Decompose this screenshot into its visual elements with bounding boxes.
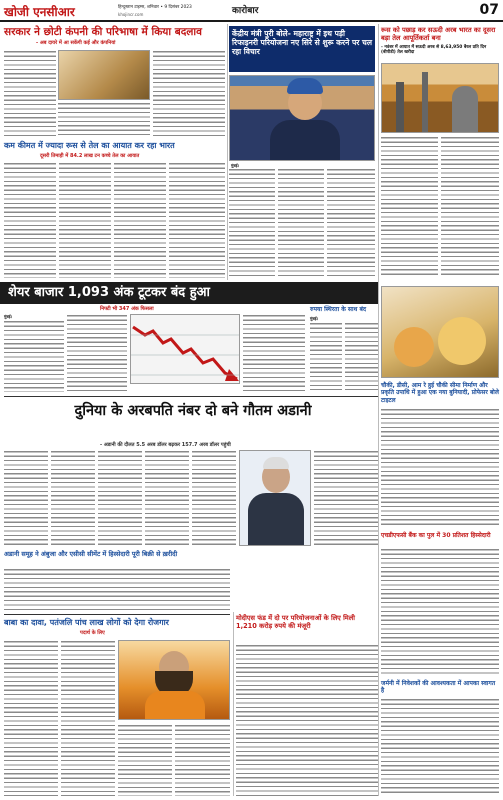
- story-body: [381, 136, 438, 276]
- headline-russia-oil: कम कीमत में ज्यादा रूस से तेल का आयात कर रहा भारत: [4, 141, 175, 150]
- dateline: मुंबई।: [231, 163, 240, 168]
- story-body: [67, 314, 127, 392]
- headline-saudi-oil: रूस को पछाड़ कर सऊदी अरब भारत का दूसरा बड़ा तेल आपूर्तिकर्ता बना: [381, 26, 496, 42]
- headline-puri: केंद्रीय मंत्री पुरी बोले- महाराष्ट्र में इथ पड़ी रिफाइनरी परियोजना नए सिरे से शुरू करने पर चल रहा विचार: [229, 26, 375, 72]
- story-body: [381, 698, 499, 796]
- dateline: मुंबई।: [4, 314, 13, 319]
- subhead-russia-oil: दूसरी तिमाही में 84.2 लाख टन कच्चे तेल का आयात: [40, 153, 140, 159]
- headline-adani: दुनिया के अरबपति नंबर दो बने गौतम अडानी: [74, 403, 312, 419]
- story-body: [59, 162, 111, 278]
- story-body: [58, 102, 150, 138]
- story-body: [278, 168, 324, 276]
- story-body: [118, 724, 172, 796]
- photo-sweets: [381, 286, 499, 378]
- photo-small-company: [58, 50, 150, 100]
- section-title: कारोबार: [232, 6, 259, 16]
- headline-rupee: रुपया स्थिरता के साथ बंद: [310, 306, 367, 313]
- story-body: [4, 640, 58, 796]
- story-body: [4, 162, 56, 278]
- story-body: [169, 162, 225, 278]
- story-body: [236, 644, 378, 796]
- story-body: [243, 314, 305, 392]
- story-body: [4, 320, 64, 392]
- subhead-small-company: - अब दायरे में आ सकेंगी कई और कंपनियां: [36, 40, 116, 46]
- photo-baba-ramdev: [118, 640, 230, 720]
- story-body: [345, 322, 378, 390]
- story-body: [114, 162, 166, 278]
- photo-gautam-adani: [239, 450, 311, 546]
- story-body: [314, 450, 378, 546]
- subhead-adani: - अडानी की दौलत 5.5 अरब डॉलर बढ़कर 157.7 अरब डॉलर पहुंची: [100, 442, 231, 448]
- headline-sensex: शेयर बाजार 1,093 अंक टूटकर बंद हुआ: [0, 282, 378, 304]
- photo-hardeep-puri: [229, 75, 375, 161]
- headline-patanjali: बाबा का दावा, पतंजलि पांच लाख लोगों को देगा रोजगार: [4, 618, 169, 627]
- headline-ambuja-acc: अडानी समूह ने अंबुजा और एसीसी सीमेंट में हिस्सेदारी पूरी बिक्री से ख़रीदी: [4, 550, 178, 558]
- photo-oil-refinery: [381, 63, 499, 133]
- subhead-saudi-oil: - नवंबर में आयात में सऊदी अरब से 8,63,950 बैरल प्रति दिन (बीपीडी) तेल खरीदा: [381, 45, 487, 56]
- story-body: [441, 136, 499, 276]
- brand-logo: खोजी एनसीआर: [4, 5, 75, 19]
- story-body: [310, 322, 342, 390]
- headline-fund: मोदीएस फंड में दो पर परियोजनाओं के लिए मिली 1,210 करोड़ रुपये की मंजूरी: [236, 614, 355, 631]
- page-number: 07: [479, 2, 499, 18]
- story-body: [61, 640, 115, 796]
- story-body: [327, 168, 375, 276]
- story-body: [4, 50, 56, 138]
- story-body: [381, 548, 499, 676]
- headline-germany: जर्मनी में निवेशकों की आवश्यकता में आपका स्वागत है: [381, 680, 496, 695]
- story-body: [381, 408, 499, 528]
- story-body: [4, 568, 230, 610]
- story-body: [4, 450, 48, 546]
- headline-hdfc: एचडीएफसी बैंक का पुल में 30 प्रतिशत हिस्सेदारी: [381, 532, 491, 539]
- headline-sweets: चौकी, डीसी, आम रे हुई चौकी सीमा निर्माण और प्रकृति उपाधि में हुआ एक नया बुनियादी, प्रोफेसर बोले टाइटल: [381, 382, 499, 404]
- site-url: khojincr.com: [118, 12, 144, 17]
- stock-chart-icon: [130, 314, 240, 384]
- story-body: [153, 50, 225, 138]
- story-body: [98, 450, 142, 546]
- dateline: मुंबई।: [310, 316, 319, 321]
- subhead-patanjali: पदार्थ के लिए: [80, 630, 105, 636]
- story-body: [175, 724, 230, 796]
- headline-small-company: सरकार ने छोटी कंपनी की परिभाषा में किया बदलाव: [4, 26, 202, 38]
- story-body: [229, 168, 275, 276]
- story-body: [145, 450, 189, 546]
- subhead-nifty: निफ्टी भी 347 अंक फिसला: [100, 306, 154, 312]
- story-body: [192, 450, 236, 546]
- issue-date: हिन्दुस्तान टाइम्स, शनिवार • 9 दिसंबर 2023: [118, 5, 192, 10]
- story-body: [51, 450, 95, 546]
